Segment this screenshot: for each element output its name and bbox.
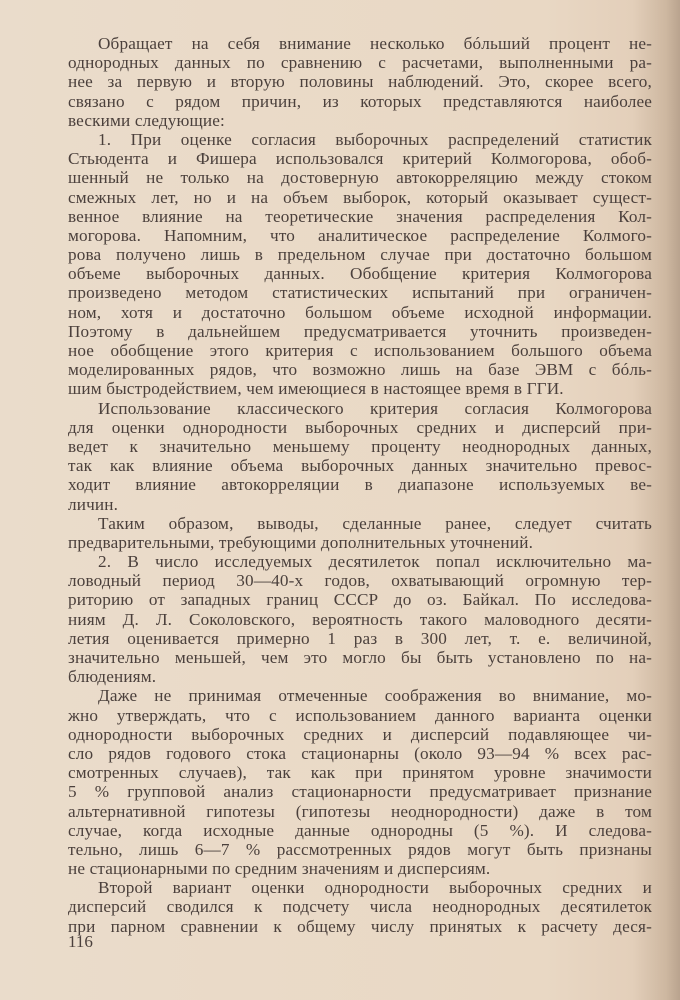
text-line: смежных лет, но и на объем выборок, который оказывает сущест- bbox=[68, 187, 652, 207]
text-line: альтернативной гипотезы (гипотезы неоднородности) даже в том bbox=[68, 801, 652, 821]
text-line: значительно меньшей, чем это могло бы быть установлено по на- bbox=[68, 648, 652, 667]
text-line: тельно, лишь 6—7 % рассмотренных рядов могут быть признаны bbox=[68, 839, 652, 859]
text-line: ниям Д. Л. Соколовского, вероятность такого маловодного десяти- bbox=[68, 609, 652, 629]
text-line: Стьюдента и Фишера использовался критерий Колмогорова, обоб- bbox=[68, 149, 652, 169]
text-line: Даже не принимая отмеченные соображения во внимание, мо- bbox=[98, 686, 652, 706]
paragraph bbox=[68, 514, 652, 552]
text-line: 2. В число исследуемых десятилеток попал исключительно ма- bbox=[98, 552, 652, 572]
paragraph bbox=[68, 399, 652, 514]
page-body bbox=[68, 34, 652, 936]
text-line: личин. bbox=[68, 494, 119, 514]
page-number: 116 bbox=[68, 932, 93, 951]
text-line: 1. При оценке согласия выборочных распределений статистик bbox=[98, 129, 652, 149]
paragraph bbox=[68, 130, 652, 399]
text-line: ходит влияние автокорреляции в диапазоне используемых ве- bbox=[68, 475, 652, 495]
text-line: Второй вариант оценки однородности выборочных средних и bbox=[98, 878, 652, 898]
text-line: сло рядов годового стока стационарны (около 93—94 % всех рас- bbox=[68, 743, 652, 763]
paragraph bbox=[68, 552, 652, 686]
text-line: шенный не только на достоверную автокорреляцию между стоком bbox=[68, 168, 652, 188]
text-line: шим быстродействием, чем имеющиеся в настоящее время в ГГИ. bbox=[68, 379, 564, 399]
text-line: могорова. Напомним, что аналитическое распределение Колмого- bbox=[68, 225, 652, 245]
text-line: связано с рядом причин, из которых представляются наиболее bbox=[68, 91, 652, 111]
paragraph bbox=[68, 878, 652, 936]
text-line: ведет к значительно меньшему проценту неоднородных данных, bbox=[68, 436, 652, 456]
text-line: вескими следующие: bbox=[68, 110, 225, 130]
text-line: жно утверждать, что с использованием данного варианта оценки bbox=[68, 705, 652, 725]
text-line: не стационарными по средним значениям и дисперсиям. bbox=[68, 859, 491, 879]
text-line: однородных данных по сравнению с расчетами, выполненными ра- bbox=[68, 53, 652, 73]
text-line: ное обобщение этого критерия с использованием большого объема bbox=[68, 341, 652, 360]
paragraph bbox=[68, 686, 652, 878]
text-line: при парном сравнении к общему числу принятых к расчету деся- bbox=[68, 916, 652, 936]
text-line: произведено методом статистических испытаний при ограничен- bbox=[68, 283, 652, 303]
text-line: Поэтому в дальнейшем предусматривается уточнить произведен- bbox=[68, 321, 652, 341]
text-line: блюдениям. bbox=[68, 667, 157, 687]
text-line: объеме выборочных данных. Обобщение критерия Колмогорова bbox=[68, 264, 652, 284]
text-line: так как влияние объема выборочных данных значительно превос- bbox=[68, 456, 652, 476]
text-line: венное влияние на теоретические значения распределения Кол- bbox=[68, 206, 652, 226]
text-line: риторию от западных границ СССР до оз. Байкал. По исследова- bbox=[68, 590, 652, 610]
text-line: нее за первую и вторую половины наблюдений. Это, скорее всего, bbox=[68, 72, 652, 92]
paragraph bbox=[68, 34, 652, 130]
text-line: предварительными, требующими дополнительных уточнений. bbox=[68, 532, 534, 552]
text-line: 5 % групповой анализ стационарности предусматривает признание bbox=[68, 782, 652, 802]
text-line: ном, хотя и достаточно большом объеме исходной информации. bbox=[68, 302, 652, 322]
text-line: случае, когда исходные данные однородны (5 %). И следова- bbox=[68, 820, 652, 840]
text-line: Таким образом, выводы, сделанные ранее, следует считать bbox=[98, 513, 652, 533]
text-line: летия оценивается примерно 1 раз в 300 лет, т. е. величиной, bbox=[68, 628, 652, 648]
text-line: дисперсий сводился к подсчету числа неоднородных десятилеток bbox=[68, 897, 652, 917]
text-line: смотренных случаев), так как при принятом уровне значимости bbox=[68, 763, 652, 783]
text-line: моделированных рядов, что возможно лишь на базе ЭВМ с бóль- bbox=[68, 360, 652, 380]
text-line: для оценки однородности выборочных средних и дисперсий при- bbox=[68, 417, 652, 437]
text-line: однородности выборочных средних и дисперсий подавляющее чи- bbox=[68, 724, 652, 744]
text-line: Обращает на себя внимание несколько бóльший процент не- bbox=[98, 34, 652, 53]
text-line: ловодный период 30—40-х годов, охватывающий огромную тер- bbox=[68, 571, 652, 591]
text-line: рова получено лишь в предельном случае при достаточно большом bbox=[68, 245, 652, 265]
text-line: Использование классического критерия согласия Колмогорова bbox=[98, 398, 652, 418]
